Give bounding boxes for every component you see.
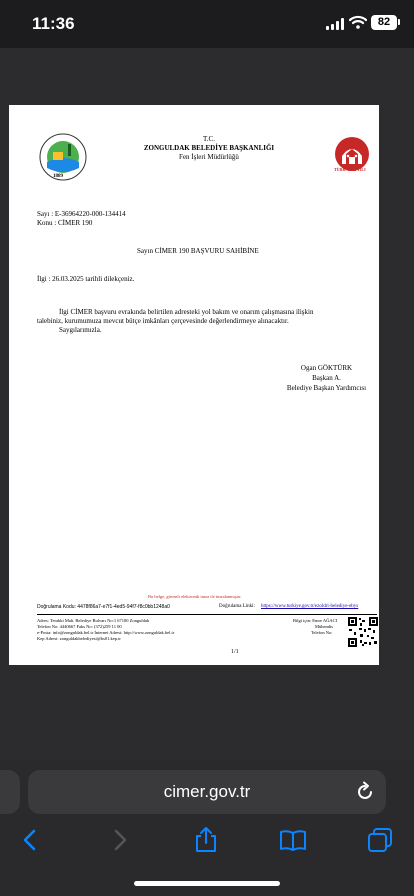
konu-line: Konu : CİMER 190	[37, 219, 93, 227]
addressee: Sayın CİMER 190 BAŞVURU SAHİBİNE	[137, 247, 259, 255]
zonguldak-municipality-logo	[38, 132, 88, 182]
back-icon[interactable]	[16, 826, 44, 854]
document-header	[129, 135, 289, 162]
left-logo-year: 1889	[53, 174, 63, 179]
cellular-signal-icon	[326, 18, 346, 30]
body-paragraph: İlgi CİMER başvuru evrakında belirtilen adresteki yol bakım ve onarım çalışmasına ilişkin talebiniz, kurumumuza mevcut bütçe imkânları çerçevesinde değerlendirmeye alınacaktır.	[37, 308, 314, 325]
verification-link-label: Doğrulama Linki:	[219, 604, 255, 609]
status-bar	[0, 0, 414, 48]
share-icon[interactable]	[192, 826, 220, 854]
forward-icon[interactable]	[106, 826, 134, 854]
footer-address: Adres: Terakki Mah. Belediye Bulvarı No:1 67100 Zonguldak	[37, 618, 150, 623]
wifi-icon	[349, 15, 367, 29]
qr-code	[348, 617, 378, 647]
url-text[interactable]: cimer.gov.tr	[163, 782, 251, 801]
status-time: 11:36	[32, 14, 75, 33]
signer-title: Başkan A.	[312, 374, 341, 382]
page-number: 1/1	[231, 649, 239, 655]
footer-info-name: Bilgi için: Emre AĞACI	[293, 618, 338, 623]
bookmarks-icon[interactable]	[279, 826, 307, 854]
verification-link[interactable]: https://www.turkiye.gov.tr/ezoldri-belediye-ebys	[261, 604, 359, 609]
signature-block	[279, 363, 374, 393]
address-bar[interactable]	[28, 770, 386, 814]
footer-info-phone: Telefon No:	[311, 630, 333, 635]
closing-text: Saygılarımızla.	[59, 326, 102, 334]
sayi-line: Sayı : E-36964220-000-134414	[37, 210, 126, 218]
document-page	[9, 105, 379, 665]
footer-email: e-Posta: info@zonguldak.bel.tr İnternet Adresi: http://www.zonguldak.bel.tr	[37, 630, 175, 635]
footer-phone: Telefon No: 4440667 Faks No: (372)259 11 00	[37, 624, 122, 629]
home-indicator	[134, 881, 280, 886]
signer-position: Belediye Başkan Yardımcısı	[286, 384, 367, 392]
footer-info-title: Mühendis	[315, 624, 333, 629]
header-department: Fen İşleri Müdürlüğü	[179, 153, 239, 161]
turk-aile-yili-logo	[327, 132, 377, 182]
tabs-icon[interactable]	[366, 826, 394, 854]
right-logo-text: TÜRK AİLE YILI	[334, 167, 366, 172]
previous-tab-preview[interactable]	[0, 770, 20, 814]
header-tc: T.C.	[203, 135, 215, 143]
footer-divider	[37, 614, 377, 615]
e-signature-note: Bu belge, güvenli elektronik imza ile imzalanmıştır.	[148, 594, 242, 599]
ilgi-line: İlgi : 26.03.2025 tarihli dilekçeniz.	[37, 275, 135, 283]
battery-icon: 82	[371, 15, 397, 30]
verification-code: Doğrulama Kodu: 4478f86a7-e7f1-4ed5-94f7-f8c0bb1248a0	[37, 604, 170, 610]
battery-tip	[398, 19, 400, 25]
signer-name: Ogan GÖKTÜRK	[300, 364, 353, 372]
footer-kep: Kep Adresi: zonguldakbelediyesi@hs01.kep.tr	[37, 636, 121, 641]
header-municipality: ZONGULDAK BELEDİYE BAŞKANLIĞI	[143, 144, 275, 152]
reload-icon[interactable]	[354, 781, 376, 803]
